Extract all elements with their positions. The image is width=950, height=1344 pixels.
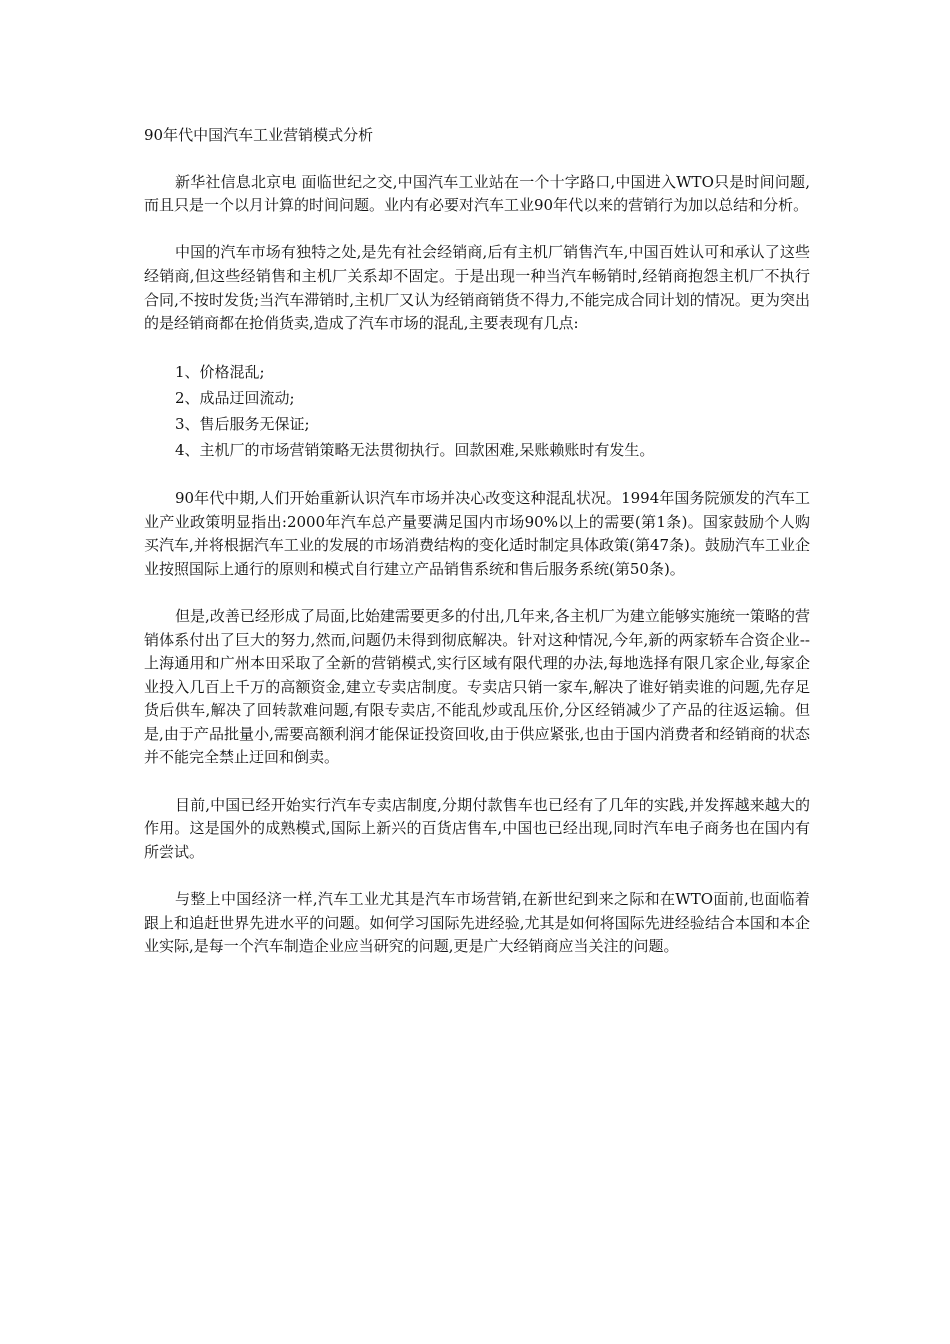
paragraph-conclusion: 与整上中国经济一样,汽车工业尤其是汽车市场营销,在新世纪到来之际和在WTO面前,也面临着跟上和追赶世界先进水平的问题。如何学习国际先进经验,尤其是如何将国际先进经验结合本国和本企业实际,是每一个汽车制造企业应当研究的问题,更是广大经销商应当关注的问题。 <box>144 890 810 956</box>
list-item: 2、成品迂回流动; <box>175 389 295 408</box>
paragraph-intro: 新华社信息北京电 面临世纪之交,中国汽车工业站在一个十字路口,中国进入WTO只是时间问题,而且只是一个以月计算的时间问题。业内有必要对汽车工业90年代以来的营销行为加以总结和分析。 <box>144 172 810 215</box>
issue-list <box>144 359 810 463</box>
paragraph-current-status: 目前,中国已经开始实行汽车专卖店制度,分期付款售车也已经有了几年的实践,并发挥越来越大的作用。这是国外的成熟模式,国际上新兴的百货店售车,中国也已经出现,同时汽车电子商务也在国内有所尝试。 <box>144 795 810 861</box>
paragraph-market-issues: 中国的汽车市场有独特之处,是先有社会经销商,后有主机厂销售汽车,中国百姓认可和承认了这些经销商,但这些经销售和主机厂关系却不固定。于是出现一种当汽车畅销时,经销商抱怨主机厂不执行合同,不按时发货;当汽车滞销时,主机厂又认为经销商销货不得力,不能完成合同计划的情况。更为突出的是经销商都在抢俏货卖,造成了汽车市场的混乱,主要表现有几点: <box>144 243 810 333</box>
document-title: 90年代中国汽车工业营销模式分析 <box>144 126 374 144</box>
list-item: 1、价格混乱; <box>175 363 265 382</box>
list-item: 4、主机厂的市场营销策略无法贯彻执行。回款困难,呆账赖账时有发生。 <box>175 441 655 460</box>
paragraph-dealership-model: 但是,改善已经形成了局面,比始建需要更多的付出,几年来,各主机厂为建立能够实施统一策略的营销体系付出了巨大的努力,然而,问题仍未得到彻底解决。针对这种情况,今年,新的两家轿车合资企业--上海通用和广州本田采取了全新的营销模式,实行区域有限代理的办法,每地选择有限几家企业,每家企业投入几百上千万的高额资金,建立专卖店制度。专卖店只销一家车,解决了谁好销卖谁的问题,先存足货后供车,解决了回转款难问题,有限专卖店,不能乱炒或乱压价,分区经销减少了产品的往返运输。但是,由于产品批量小,需要高额利润才能保证投资回收,由于供应紧张,也由于国内消费者和经销商的状态并不能完全禁止迂回和倒卖。 <box>144 606 810 767</box>
list-item: 3、售后服务无保证; <box>175 415 310 434</box>
document-page <box>144 124 810 982</box>
paragraph-policy: 90年代中期,人们开始重新认识汽车市场并决心改变这种混乱状况。1994年国务院颁发的汽车工业产业政策明显指出:2000年汽车总产量要满足国内市场90%以上的需要(第1条)。国家鼓励个人购买汽车,并将根据汽车工业的发展的市场消费结构的变化适时制定具体政策(第47条)。鼓励汽车工业企业按照国际上通行的原则和模式自行建立产品销售系统和售后服务系统(第50条)。 <box>144 488 810 578</box>
